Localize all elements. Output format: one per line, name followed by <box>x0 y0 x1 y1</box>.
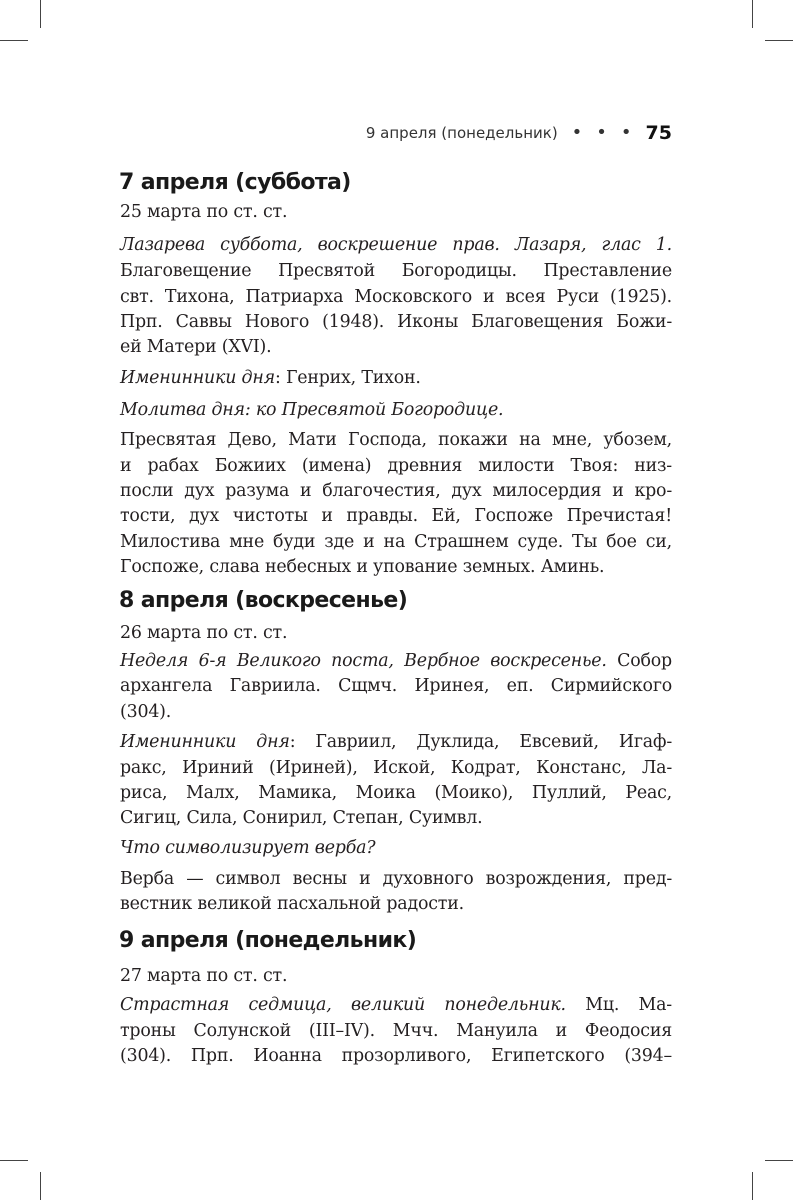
crop-mark <box>40 1172 41 1200</box>
text-line <box>120 780 672 806</box>
text-line <box>120 199 672 225</box>
crop-mark <box>0 1160 28 1161</box>
body-text: ей Матери (XVI). <box>120 337 272 357</box>
body-text: архангела Гавриила. Сщмч. Иринея, еп. Сирмийского <box>120 676 672 696</box>
body-text: свт. Тихона, Патриарха Московского и всея Руси (1925). <box>120 287 672 307</box>
body-text: Верба — символ весны и духовного возрождения, пред- <box>120 869 672 889</box>
body-text: посли дух разума и благочестия, дух милосердия и кро- <box>120 481 672 501</box>
running-head <box>366 120 672 146</box>
text-line <box>120 992 672 1018</box>
text-line <box>120 232 672 258</box>
body-text: 25 марта по ст. ст. <box>120 202 288 222</box>
text-line <box>120 334 672 360</box>
body-text: риса, Малх, Мамика, Моика (Моико), Пуллий, Реас, <box>120 783 672 803</box>
italic-text: Лазарева суббота, воскрешение прав. Лазаря, глас 1. <box>120 235 672 255</box>
body-text: Пресвятая Дево, Мати Господа, покажи на мне, убозем, <box>120 430 672 450</box>
text-line <box>120 478 672 504</box>
text-line <box>120 620 672 646</box>
text-line <box>120 309 672 335</box>
crop-mark <box>40 0 41 28</box>
body-text: (304). <box>120 702 172 722</box>
text-line <box>120 673 672 699</box>
body-text: Милостива мне буди зде и на Страшнем суде. Ты бое си, <box>120 532 672 552</box>
crop-mark <box>752 0 753 28</box>
text-line <box>120 554 672 580</box>
body-text: вестник великой пасхальной радости. <box>120 894 464 914</box>
body-text: и рабах Божиих (имена) древния милости Твоя: низ- <box>120 456 672 476</box>
text-line <box>120 397 672 423</box>
text-line <box>120 866 672 892</box>
body-text: Благовещение Пресвятой Богородицы. Преставление <box>120 261 672 281</box>
text-line <box>120 453 672 479</box>
section-heading: 8 апреля (воскресенье) <box>119 588 408 613</box>
text-line <box>120 427 672 453</box>
section-heading: 7 апреля (суббота) <box>119 170 351 195</box>
text-line <box>120 835 672 861</box>
body-text: Госпоже, слава небесных и упование земных. Аминь. <box>120 557 605 577</box>
italic-text: Именинники дня <box>120 732 290 752</box>
running-head-title: 9 апреля (понедельник) <box>365 124 558 142</box>
body-text: ракс, Ириний (Ириней), Иской, Кодрат, Констанс, Ла- <box>120 758 672 778</box>
body-text: тости, дух чистоты и правды. Ей, Госпоже Пречистая! <box>120 506 672 526</box>
bullet-icon: • <box>596 122 607 143</box>
text-line <box>120 963 672 989</box>
text-line <box>120 1018 672 1044</box>
body-text: : Генрих, Тихон. <box>274 368 421 388</box>
bullet-icon: • <box>571 122 583 143</box>
italic-text: Молитва дня: ко Пресвятой Богородице. <box>120 400 504 420</box>
body-text: 27 марта по ст. ст. <box>120 966 288 986</box>
text-line <box>120 503 672 529</box>
section-heading: 9 апреля (понедельник) <box>119 928 417 953</box>
body-text: (304). Прп. Иоанна прозорливого, Египетского (394– <box>120 1046 672 1066</box>
text-line <box>120 529 672 555</box>
text-line <box>120 1043 672 1069</box>
crop-mark <box>0 40 28 41</box>
body-text: Собор <box>606 651 672 671</box>
text-line <box>120 699 672 725</box>
text-line <box>120 284 672 310</box>
bullet-icon: • <box>620 122 632 143</box>
text-line <box>120 755 672 781</box>
italic-text: Неделя 6-я Великого поста, Вербное воскресенье. <box>120 651 607 671</box>
page-number: 75 <box>645 122 672 144</box>
crop-mark <box>765 1160 793 1161</box>
body-text: Прп. Саввы Нового (1948). Иконы Благовещения Божи- <box>120 312 672 332</box>
body-text: 26 марта по ст. ст. <box>120 623 288 643</box>
italic-text: Страстная седмица, великий понедельник. <box>120 995 566 1015</box>
text-line <box>120 258 672 284</box>
crop-mark <box>752 1172 753 1200</box>
crop-mark <box>765 40 793 41</box>
body-text: : Гавриил, Дуклида, Евсевий, Игаф- <box>289 732 672 752</box>
body-text: Сигиц, Сила, Сонирил, Степан, Суимвл. <box>120 808 483 828</box>
text-line <box>120 891 672 917</box>
body-text: троны Солунской (III–IV). Мчч. Мануила и Феодосия <box>120 1021 672 1041</box>
text-line <box>120 648 672 674</box>
italic-text: Что символизирует верба? <box>120 838 376 858</box>
text-line <box>120 365 672 391</box>
text-line <box>120 805 672 831</box>
italic-text: Именинники дня <box>120 368 275 388</box>
body-text: Мц. Ма- <box>565 995 672 1015</box>
text-line <box>120 729 672 755</box>
